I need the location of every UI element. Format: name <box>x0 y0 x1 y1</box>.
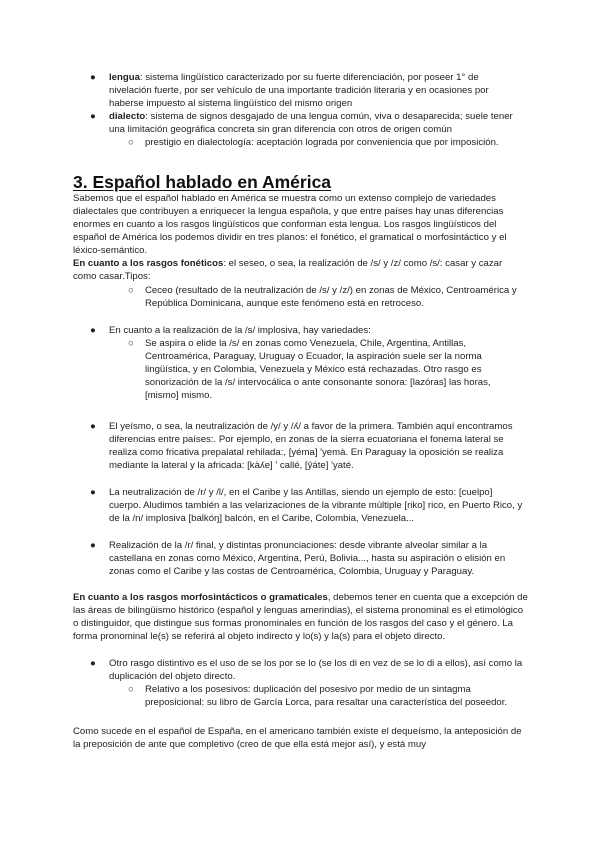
fonetico-paragraph <box>73 258 528 284</box>
sub-bullet-circle: ○ <box>128 285 134 296</box>
sub-bullet-circle: ○ <box>128 684 134 695</box>
sub-bullet-circle: ○ <box>128 137 134 148</box>
intro-paragraph: Sabemos que el español hablado en América se muestra como un extenso complejo de variedades dialectales que contribuyen a enriquecer la lengua española, y que entre países hay unas diferencias enormes en cuanto a los rasgos lingüísticos que conforman esta lengua. Los rasgos lingüísticos del español de América los podemos dividir en tres planos: el fonético, el gramatical o morfosintáctico y el léxico-semántico. <box>73 193 507 256</box>
dialecto-definition: : sistema de signos desgajado de una lengua común, viva o desaparecida; suele tener una limitación geográfica concreta sin gran diferencia con otros de origen común <box>109 111 513 135</box>
implosiva-item: En cuanto a la realización de la /s/ implosiva, hay variedades: <box>109 325 371 336</box>
bullet-dot: ● <box>90 421 96 432</box>
bullet-dot: ● <box>90 325 96 336</box>
implosiva-sub-item: Se aspira o elide la /s/ en zonas como Venezuela, Chile, Argentina, Antillas, Centroamérica, Paraguay, Uruguay o Ecuador, la aspiración suele ser la norma lingüística, y en Colombia, Venezuela y México está rechazadas. Otro rasgo es sonorización de la /s/ intervocálica o ante consonante sonora: [lazóras] las horas, [mismo] mismo. <box>145 338 491 401</box>
sub-bullet-circle: ○ <box>128 338 134 349</box>
prestigio-item: prestigio en dialectología: aceptación lograda por conveniencia que por imposición. <box>145 137 499 148</box>
lengua-definition: : sistema lingüístico caracterizado por su fuerte diferenciación, por poseer 1° de nivelación fuerte, por ser vehículo de una importante tradición literaria y en ocasiones por haberse impuesto al sistema lingüístico del mismo origen <box>109 72 489 109</box>
dialecto-item <box>109 111 519 137</box>
bullet-dot: ● <box>90 72 96 83</box>
yeismo-item: El yeísmo, o sea, la neutralización de /y/ y /ʎ/ a favor de la primera. También aquí encontramos diferencias entre países:. Por ejemplo, en zonas de la sierra ecuatoriana el fonema lateral se realiza como fricativa prepalatal rehilada:, [yéma] 'yemà. En Paraguay la oposición se realiza mediante la lateral y la africada: [kàʎe] ' callé, [ŷáte] 'yaté. <box>109 421 513 471</box>
se-lo-item: Otro rasgo distintivo es el uso de se los por se lo (se los di en vez de se lo di a ellos), así como la duplicación del objeto directo. <box>109 658 523 682</box>
section-heading: 3. Español hablado en América <box>73 172 332 192</box>
posesivos-item: Relativo a los posesivos: duplicación del posesivo por medio de un sintagma preposicional: su libro de García Lorca, para resaltar una característica del poseedor. <box>145 684 508 708</box>
morfo-text: , debemos tener en cuenta que a excepción de las áreas de bilingüismo histórico (español y lenguas amerindias), el sistema pronominal es el etimológico o distinguidor, que distingue sus formas pronominales en función de los rasgos del caso y el género. La forma pronominal le(s) se referirá al objeto indirecto y lo(s) y la(s) para el objeto directo. <box>73 592 528 642</box>
fonetico-label: En cuanto a los rasgos fonéticos <box>73 258 224 269</box>
morfo-paragraph <box>73 592 528 644</box>
bullet-dot: ● <box>90 487 96 498</box>
r-final-item: Realización de la /r/ final, y distintas pronunciaciones: desde vibrante alveolar similar a la castellana en zonas como México, Argentina, Perú, Bolivia..., hasta su aspiración o elisión en zonas como el Caribe y las costas de Centroamérica, Colombia, Uruguay y Paraguay. <box>109 540 506 577</box>
fonetico-text: : el seseo, o sea, la realización de /s/ y /z/ como /s/: casar y cazar como casar.Tipos: <box>73 258 503 282</box>
bullet-dot: ● <box>90 111 96 122</box>
term-dialecto: dialecto <box>109 111 146 122</box>
lengua-item <box>109 72 519 111</box>
morfo-label: En cuanto a los rasgos morfosintácticos o gramaticales <box>73 592 328 603</box>
ceceo-item: Ceceo (resultado de la neutralización de /s/ y /z/) en zonas de México, Centroamérica y República Dominicana, aunque este fenómeno está en retroceso. <box>145 285 517 309</box>
term-lengua: lengua <box>109 72 140 83</box>
closing-paragraph: Como sucede en el español de España, en el americano también existe el dequeísmo, la anteposición de la preposición de ante que completivo (creo de que ella está mejor así), y está muy <box>73 726 522 750</box>
neutralizacion-item: La neutralización de /r/ y /l/, en el Caribe y las Antillas, siendo un ejemplo de esto: [cuelpo] cuerpo. Aludimos también a las velarizaciones de la vibrante múltiple [riko] rico, en Puerto Rico, y de la /n/ implosiva [balkóŋ] balcón, en el Caribe, Colombia, Venezuela... <box>109 487 523 524</box>
bullet-dot: ● <box>90 658 96 669</box>
bullet-dot: ● <box>90 540 96 551</box>
